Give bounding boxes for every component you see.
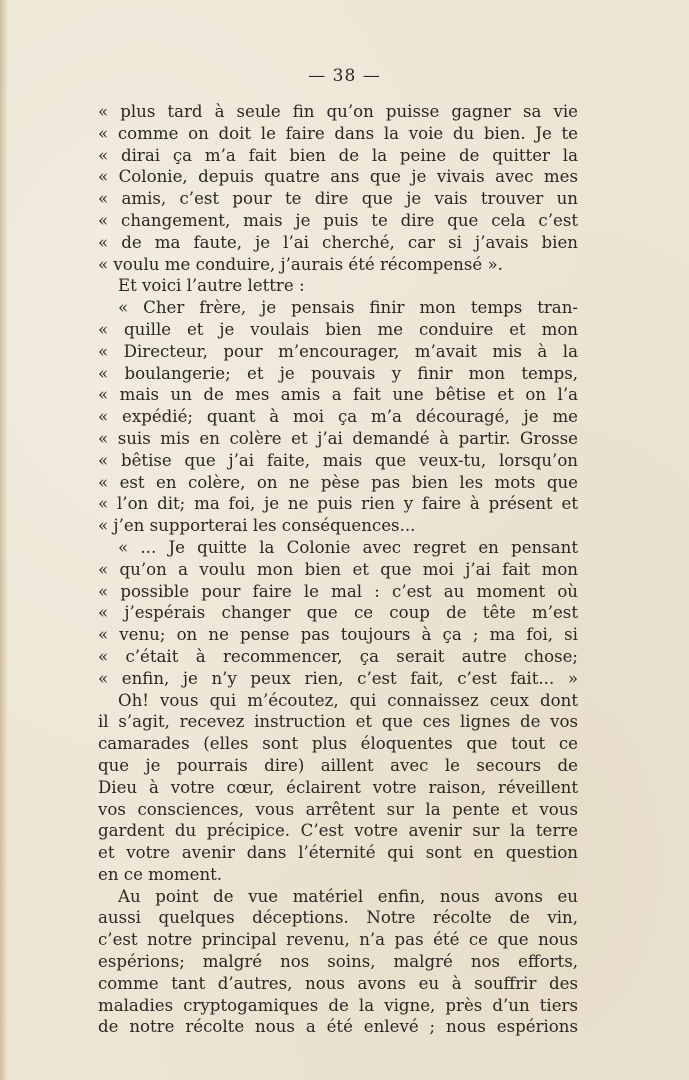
text-line: « j’espérais changer que ce coup de tête m’est	[98, 603, 578, 623]
text-line: « dirai ça m’a fait bien de la peine de quitter la	[98, 145, 578, 165]
text-line: « quille et je voulais bien me conduire et mon	[98, 319, 578, 339]
text-line: aussi quelques déceptions. Notre récolte de vin,	[98, 908, 578, 928]
text-line: « suis mis en colère et j’ai demandé à partir. Grosse	[98, 428, 578, 448]
text-line: « comme on doit le faire dans la voie du bien. Je te	[98, 123, 578, 143]
text-line: camarades (elles sont plus éloquentes que tout ce	[98, 734, 578, 754]
text-line: « qu’on a voulu mon bien et que moi j’ai fait mon	[98, 559, 578, 579]
text-line: Au point de vue matériel enfin, nous avons eu	[118, 886, 578, 906]
text-line: comme tant d’autres, nous avons eu à souffrir des	[98, 973, 578, 993]
text-line: « enfin, je n’y peux rien, c’est fait, c’est fait... »	[98, 668, 578, 688]
text-line: « Colonie, depuis quatre ans que je vivais avec mes	[98, 167, 578, 187]
page-edge-shadow	[0, 0, 8, 1080]
text-line: gardent du précipice. C’est votre avenir sur la terre	[98, 821, 578, 841]
text-line: « mais un de mes amis a fait une bêtise et on l’a	[98, 385, 578, 405]
text-line: « venu; on ne pense pas toujours à ça ; ma foi, si	[98, 625, 578, 645]
text-line: maladies cryptogamiques de la vigne, près d’un tiers	[98, 995, 578, 1015]
text-line: « l’on dit; ma foi, je ne puis rien y faire à présent et	[98, 494, 578, 514]
text-line: Oh! vous qui m’écoutez, qui connaissez ceux dont	[118, 690, 578, 710]
page-text-block	[98, 101, 578, 1038]
text-line: « est en colère, on ne pèse pas bien les mots que	[98, 472, 578, 492]
text-line: vos consciences, vous arrêtent sur la pente et vous	[98, 799, 578, 819]
text-line: « voulu me conduire, j’aurais été récompensé ».	[98, 254, 503, 274]
text-line: « boulangerie; et je pouvais y finir mon temps,	[98, 363, 578, 383]
text-line: espérions; malgré nos soins, malgré nos efforts,	[98, 952, 578, 972]
text-line: « bêtise que j’ai faite, mais que veux-tu, lorsqu’on	[98, 450, 578, 470]
text-line: « j’en supporterai les conséquences...	[98, 516, 416, 536]
text-line: « Directeur, pour m’encourager, m’avait mis à la	[98, 341, 578, 361]
text-line: en ce moment.	[98, 864, 223, 884]
text-line: que je pourrais dire) aillent avec le secours de	[98, 755, 578, 775]
text-line: « amis, c’est pour te dire que je vais trouver un	[98, 189, 578, 209]
text-line: et votre avenir dans l’éternité qui sont en question	[98, 843, 578, 863]
text-line: de notre récolte nous a été enlevé ; nous espérions	[98, 1017, 578, 1037]
text-line: Et voici l’autre lettre :	[118, 276, 305, 296]
text-line: il s’agit, recevez instruction et que ces lignes de vos	[98, 712, 578, 732]
text-line: « changement, mais je puis te dire que cela c’est	[98, 210, 578, 230]
text-line: Dieu à votre cœur, éclairent votre raison, réveillent	[98, 777, 578, 797]
text-line: « possible pour faire le mal : c’est au moment où	[98, 581, 578, 601]
text-line: c’est notre principal revenu, n’a pas été ce que nous	[98, 930, 578, 950]
text-line: « de ma faute, je l’ai cherché, car si j’avais bien	[98, 232, 578, 252]
text-line: « expédié; quant à moi ça m’a découragé, je me	[98, 407, 578, 427]
page-number: — 38 —	[308, 66, 381, 86]
text-line: « c’était à recommencer, ça serait autre chose;	[98, 646, 578, 666]
text-line: « Cher frère, je pensais finir mon temps tran-	[118, 298, 578, 318]
text-line: « plus tard à seule fin qu’on puisse gagner sa vie	[98, 102, 578, 121]
text-line: « ... Je quitte la Colonie avec regret en pensant	[118, 537, 578, 557]
